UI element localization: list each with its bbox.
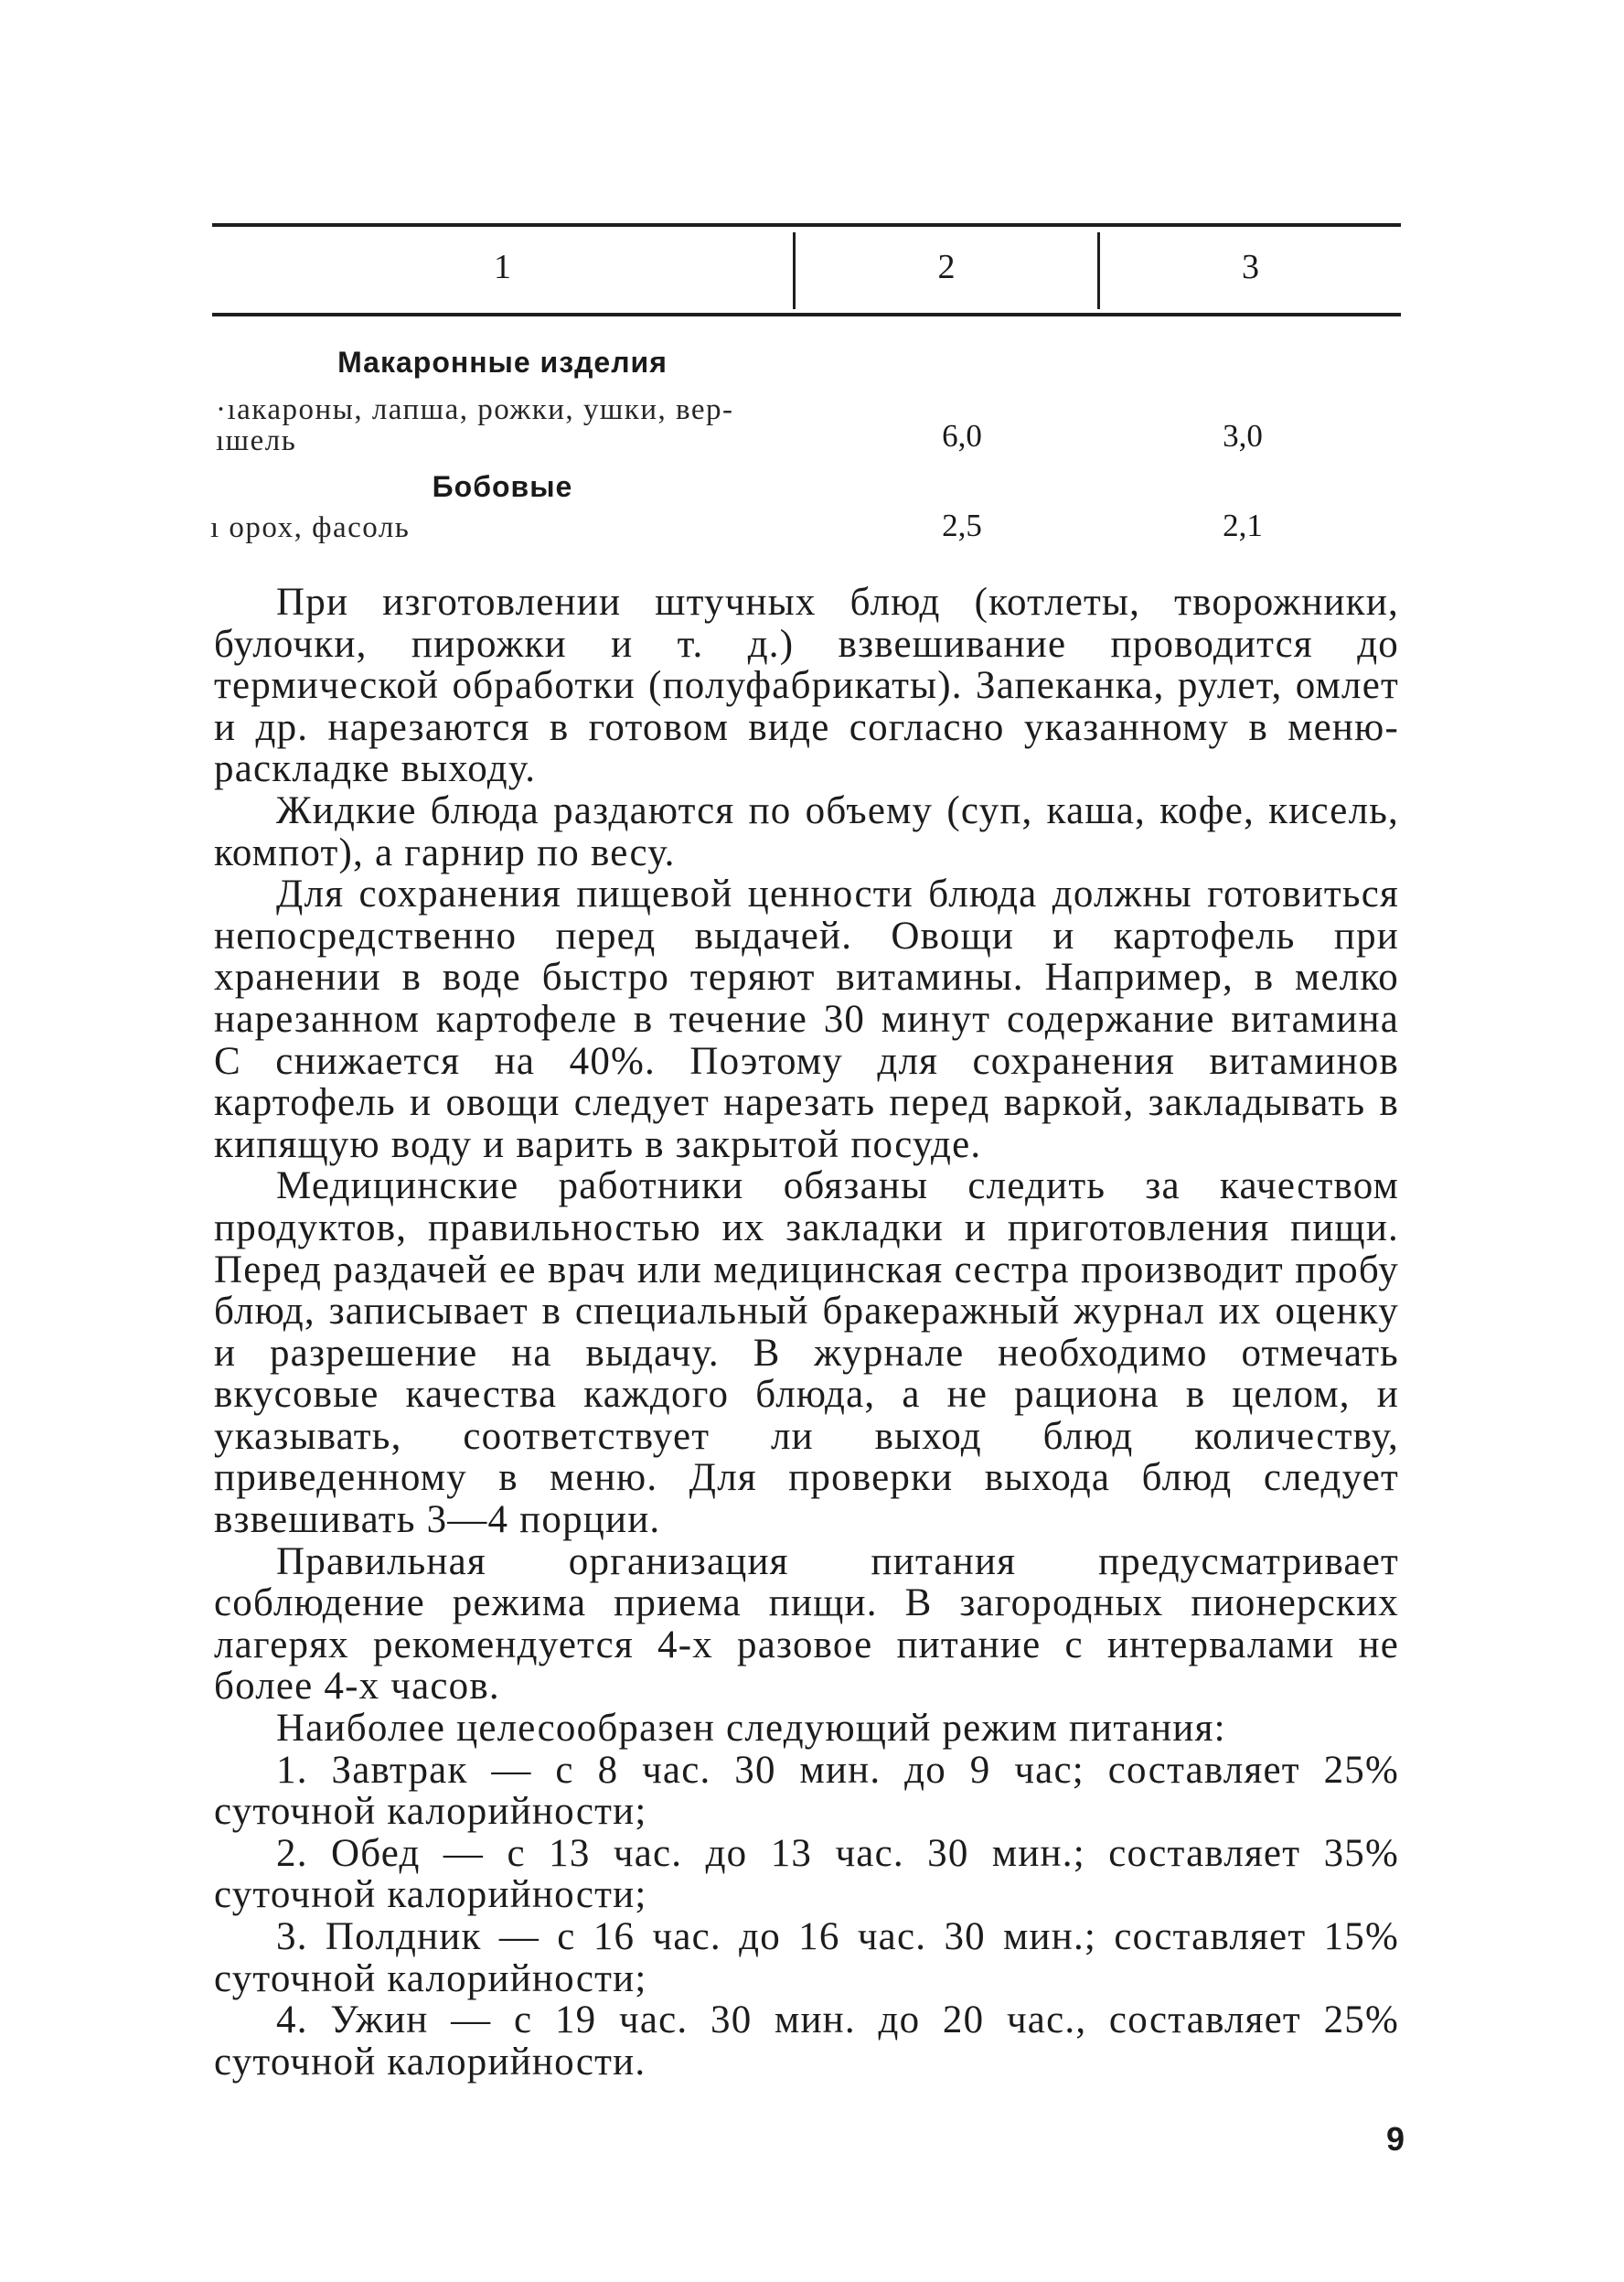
table-header-rule bbox=[212, 313, 1401, 316]
schedule-item: 1. Завтрак — с 8 час. 30 мин. до 9 час; составляет 25% суточной калорийности; bbox=[214, 1748, 1399, 1834]
table-cell: 2,1 bbox=[1223, 508, 1263, 543]
schedule-item: 4. Ужин — с 19 час. 30 мин. до 20 час., составляет 25% суточной калорийности. bbox=[214, 1998, 1399, 2084]
table-cell: 6,0 bbox=[942, 418, 982, 454]
table-section-heading: Бобовые bbox=[432, 470, 573, 503]
table-top-rule bbox=[212, 223, 1401, 227]
table-cell: 2,5 bbox=[942, 508, 982, 543]
body-text bbox=[214, 582, 1399, 2083]
paragraph: При изготовлении штучных блюд (котлеты, творожники, булочки, пирожки и т. д.) взвешивание проводится до термической обработки (полуфабрикаты). Запеканка, рулет, омлет и др. нарезаются в готовом виде согласно указанному в меню-раскладке выходу. bbox=[214, 581, 1399, 791]
table-row-label: ı орох, фасоль bbox=[210, 511, 411, 544]
page-number: 9 bbox=[1386, 2120, 1405, 2158]
schedule-item: 2. Обед — с 13 час. до 13 час. 30 мин.; составляет 35% суточной калорийности; bbox=[214, 1831, 1399, 1917]
schedule-item: 3. Полдник — с 16 час. до 16 час. 30 мин.; составляет 15% суточной калорийности; bbox=[214, 1915, 1399, 2000]
table-header-col-2: 2 bbox=[937, 248, 956, 286]
table-section-heading: Макаронные изделия bbox=[337, 346, 668, 379]
table-cell: 3,0 bbox=[1223, 418, 1263, 454]
paragraph: Жидкие блюда раздаются по объему (суп, каша, кофе, кисель, компот), а гарнир по весу. bbox=[214, 788, 1399, 874]
paragraph: Для сохранения пищевой ценности блюда должны готовиться непосредственно перед выдачей. Овощи и картофель при хранении в воде быстро теряют витамины. Например, в мелко нарезанном картофеле в течение 30 минут содержание витамина С снижается на 40%. Поэтому для сохранения витаминов картофель и овощи следует нарезать перед варкой, закладывать в кипящую воду и варить в закрытой посуде. bbox=[214, 873, 1399, 1166]
paragraph: Наиболее целесообразен следующий режим питания: bbox=[276, 1707, 1226, 1751]
paragraph: Медицинские работники обязаны следить за качеством продуктов, правильностью их закладки и приготовления пищи. Перед раздачей ее врач или медицинская сестра производит пробу блюд, записывает в специальный бракеражный журнал их оценку и разрешение на выдачу. В журнале необходимо отмечать вкусовые качества каждого блюда, а не рациона в целом, и указывать, соответствует ли выход блюд количеству, приведенному в меню. Для проверки выхода блюд следует взвешивать 3—4 порции. bbox=[214, 1164, 1399, 1542]
paragraph: Правильная организация питания предусматривает соблюдение режима приема пищи. В загородных пионерских лагерях рекомендуется 4-х разовое питание с интервалами не более 4-х часов. bbox=[214, 1539, 1399, 1709]
table-row-label: ·ıакароны, лапша, рожки, ушки, вер- bbox=[216, 393, 734, 426]
table-row-label: ıшель bbox=[216, 424, 297, 457]
table-header-col-3: 3 bbox=[1242, 248, 1259, 286]
table-header-col-1: 1 bbox=[494, 248, 511, 286]
